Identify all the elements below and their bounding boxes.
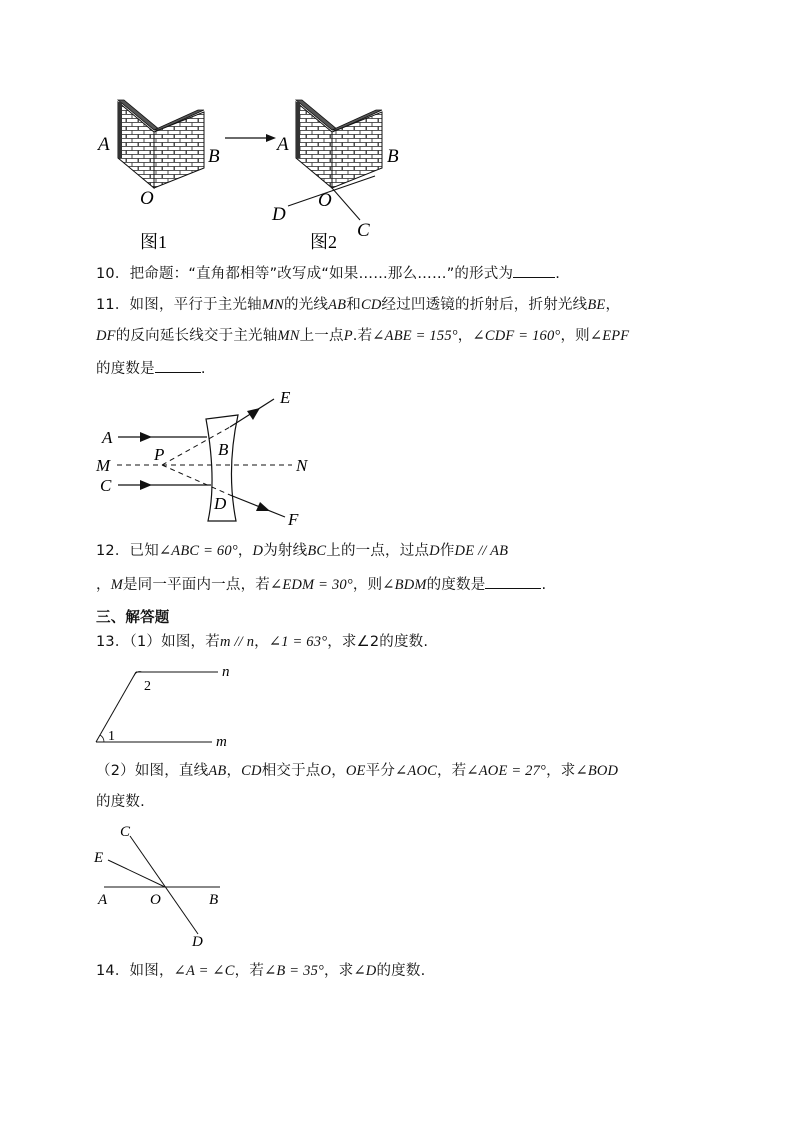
question-10: 10．把命题：“直角都相等”改写成“如果……那么……”的形式为 . — [96, 263, 560, 284]
lens-figure — [92, 385, 322, 530]
section-heading: 三、解答题 — [96, 610, 170, 626]
question-11-line1: 11．如图，平行于主光轴MN的光线AB和CD经过凹透镜的折射后，折射光线BE， — [96, 297, 621, 313]
fig1-label-a: A — [98, 134, 110, 155]
line-label-b: B — [209, 892, 219, 908]
answer-blank-11[interactable] — [155, 358, 201, 373]
fig1-label-o: O — [140, 188, 154, 209]
lens-label-e: E — [280, 388, 291, 407]
question-11-line3: 的度数是 . — [96, 358, 206, 379]
question-12-line1: 12．已知∠ABC = 60°，D为射线BC上的一点，过点D作DE // AB — [96, 543, 509, 559]
lens-label-f: F — [288, 510, 299, 529]
fig2-label-c: C — [357, 220, 370, 241]
lens-label-c: C — [100, 476, 112, 495]
wall-figure-2 — [288, 100, 382, 220]
answer-blank-10[interactable] — [513, 263, 555, 278]
line-label-m: m — [216, 734, 227, 750]
question-12-line2: ，M是同一平面内一点，若∠EDM = 30°，则∠BDM的度数是 . — [96, 574, 546, 595]
intersecting-lines-figure — [90, 818, 240, 950]
fig2-caption: 图2 — [310, 232, 337, 250]
question-11-line2: DF的反向延长线交于主光轴MN上一点P.若∠ABE = 155°，∠CDF = 160°，则∠EPF — [96, 328, 630, 344]
question-13-line1: 13．（1）如图，若m // n，∠1 = 63°，求∠2的度数. — [96, 634, 429, 650]
fig2-label-o: O — [318, 190, 332, 211]
answer-blank-12[interactable] — [485, 574, 541, 589]
wall-figures — [90, 90, 430, 250]
question-14: 14．如图，∠A = ∠C，若∠B = 35°，求∠D的度数. — [96, 963, 426, 979]
line-label-o: O — [150, 892, 161, 908]
line-label-d: D — [192, 934, 203, 950]
fig2-label-b: B — [387, 146, 399, 167]
angle-label-1: 1 — [108, 729, 115, 744]
parallel-lines-figure — [90, 660, 250, 752]
line-label-n: n — [222, 664, 230, 680]
angle-label-2: 2 — [144, 679, 151, 694]
line-label-c: C — [120, 824, 131, 840]
question-13-part2-line1: （2）如图，直线AB，CD相交于点O，OE平分∠AOC，若∠AOE = 27°，求∠BOD — [96, 763, 619, 779]
question-13-part2-line2: 的度数. — [96, 794, 145, 810]
fig1-caption: 图1 — [140, 232, 167, 250]
lens-label-n: N — [296, 456, 308, 475]
line-label-e: E — [94, 850, 104, 866]
lens-label-m: M — [96, 456, 111, 475]
fig2-label-d: D — [272, 204, 286, 225]
lens-label-d: D — [214, 494, 227, 513]
lens-label-p: P — [154, 445, 165, 464]
wall-figure-1 — [118, 100, 204, 188]
lens-label-a: A — [102, 428, 113, 447]
fig1-label-b: B — [208, 146, 220, 167]
lens-label-b: B — [218, 440, 229, 459]
line-label-a: A — [98, 892, 108, 908]
fig2-label-a: A — [277, 134, 289, 155]
